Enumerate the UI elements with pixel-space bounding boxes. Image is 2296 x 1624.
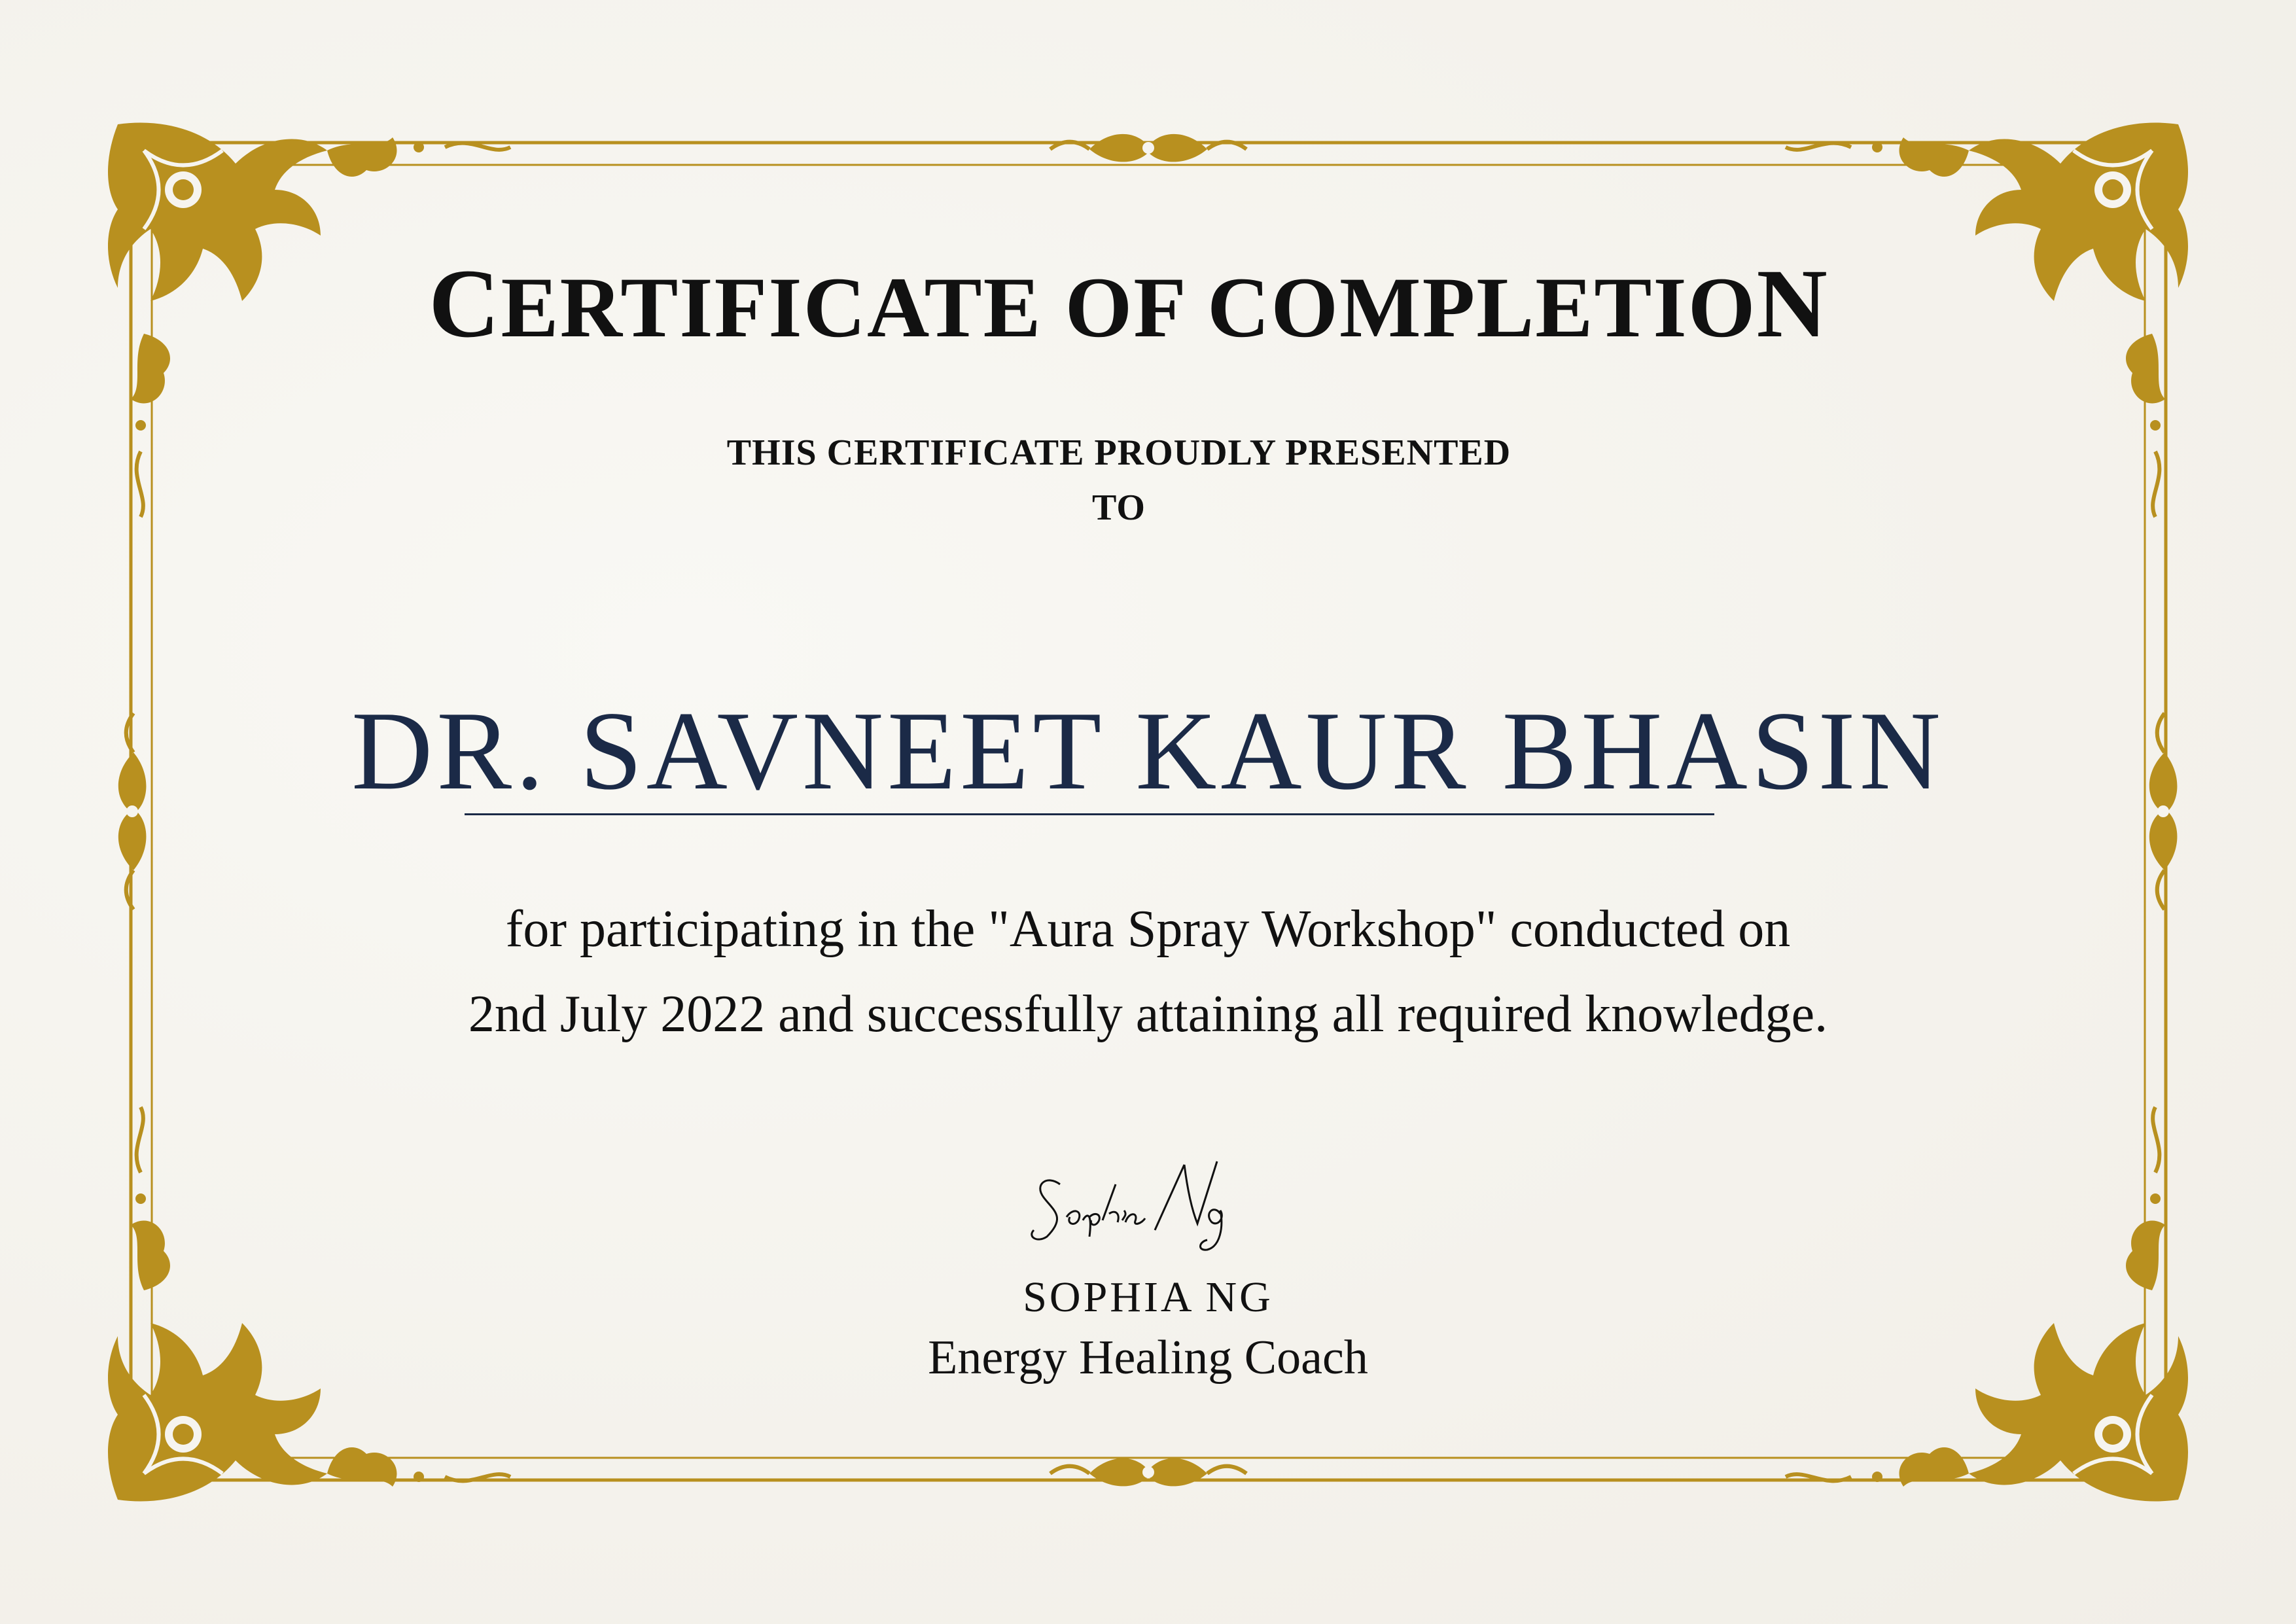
title-first-letter: C [429,249,501,358]
presented-line-2: TO [1092,487,1146,528]
completion-description [0,887,2296,1057]
title-last-letter: N [1756,249,1829,358]
certificate-title [0,247,2257,360]
description-line-1: for participating in the "Aura Spray Workshop" conducted on [505,900,1791,958]
handwritten-signature [1021,1139,1282,1256]
presented-to-text [0,425,2238,535]
signer-title: Energy Healing Coach [928,1331,1368,1385]
presented-line-1: THIS CERTIFICATE PROUDLY PRESENTED [726,432,1511,473]
name-underline [465,813,1714,815]
description-line-2: 2nd July 2022 and successfully attaining all required knowledge. [468,985,1828,1043]
title-middle: ERTIFICATE OF COMPLETIO [501,259,1757,355]
signer-name: SOPHIA NG [1023,1273,1273,1321]
recipient-name: DR. SAVNEET KAUR BHASIN [351,689,1945,813]
